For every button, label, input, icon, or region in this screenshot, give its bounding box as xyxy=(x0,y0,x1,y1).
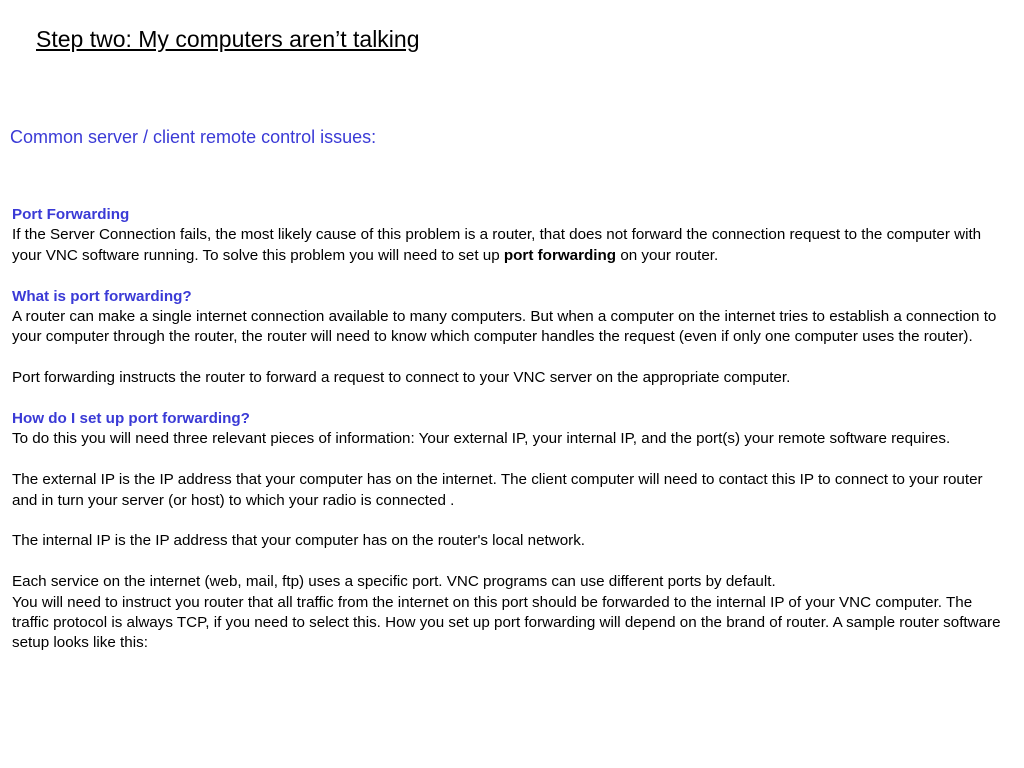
spacer xyxy=(12,511,1012,531)
paragraph-router-instructions: You will need to instruct you router that all traffic from the internet on this port should be forwarded to the internal IP of your VNC computer. The traffic protocol is always TCP, if you need to select this. How you set up port forwarding will depend on the brand of router. A sample router software setup looks like this: xyxy=(12,593,1001,652)
spacer xyxy=(12,552,1012,572)
paragraph-internal-ip: The internal IP is the IP address that your computer has on the router's local network. xyxy=(12,532,586,550)
paragraph-port-forwarding xyxy=(12,225,1012,266)
section-heading-what-is: What is port forwarding? xyxy=(12,287,192,305)
page-subtitle: Common server / client remote control issues: xyxy=(10,127,377,147)
paragraph-how-to: To do this you will need three relevant pieces of information: Your external IP, your internal IP, and the port(s) your remote software requires. xyxy=(12,430,951,448)
paragraph-what-is: A router can make a single internet connection available to many computers. But when a computer on the internet tries to establish a connection to your computer through the router, the router will need to know which computer handles the request (even if only one computer uses the router). xyxy=(12,308,997,346)
bold-term-port-forwarding: port forwarding xyxy=(503,246,617,264)
paragraph-text: If the Server Connection fails, the most likely cause of this problem is a router, that does not forward the connection request to the computer with your VNC software running. To solve this problem you will need to set up xyxy=(12,226,982,264)
paragraph-ports: Each service on the internet (web, mail, ftp) uses a specific port. VNC programs can use different ports by default. xyxy=(12,573,776,591)
spacer xyxy=(12,348,1012,368)
section-heading-port-forwarding: Port Forwarding xyxy=(12,206,130,223)
spacer xyxy=(12,389,1012,409)
paragraph-external-ip: The external IP is the IP address that your computer has on the internet. The client computer will need to contact this IP to connect to your router and in turn your server (or host) to which your radio is connected . xyxy=(12,471,983,509)
paragraph-text: on your router. xyxy=(616,246,719,264)
paragraph-port-forwarding-instructs: Port forwarding instructs the router to forward a request to connect to your VNC server on the appropriate computer. xyxy=(12,369,791,387)
page-title: Step two: My computers aren’t talking xyxy=(36,26,420,52)
document-body xyxy=(12,205,1012,654)
spacer xyxy=(12,450,1012,470)
section-heading-how-to: How do I set up port forwarding? xyxy=(12,410,250,428)
spacer xyxy=(12,266,1012,286)
